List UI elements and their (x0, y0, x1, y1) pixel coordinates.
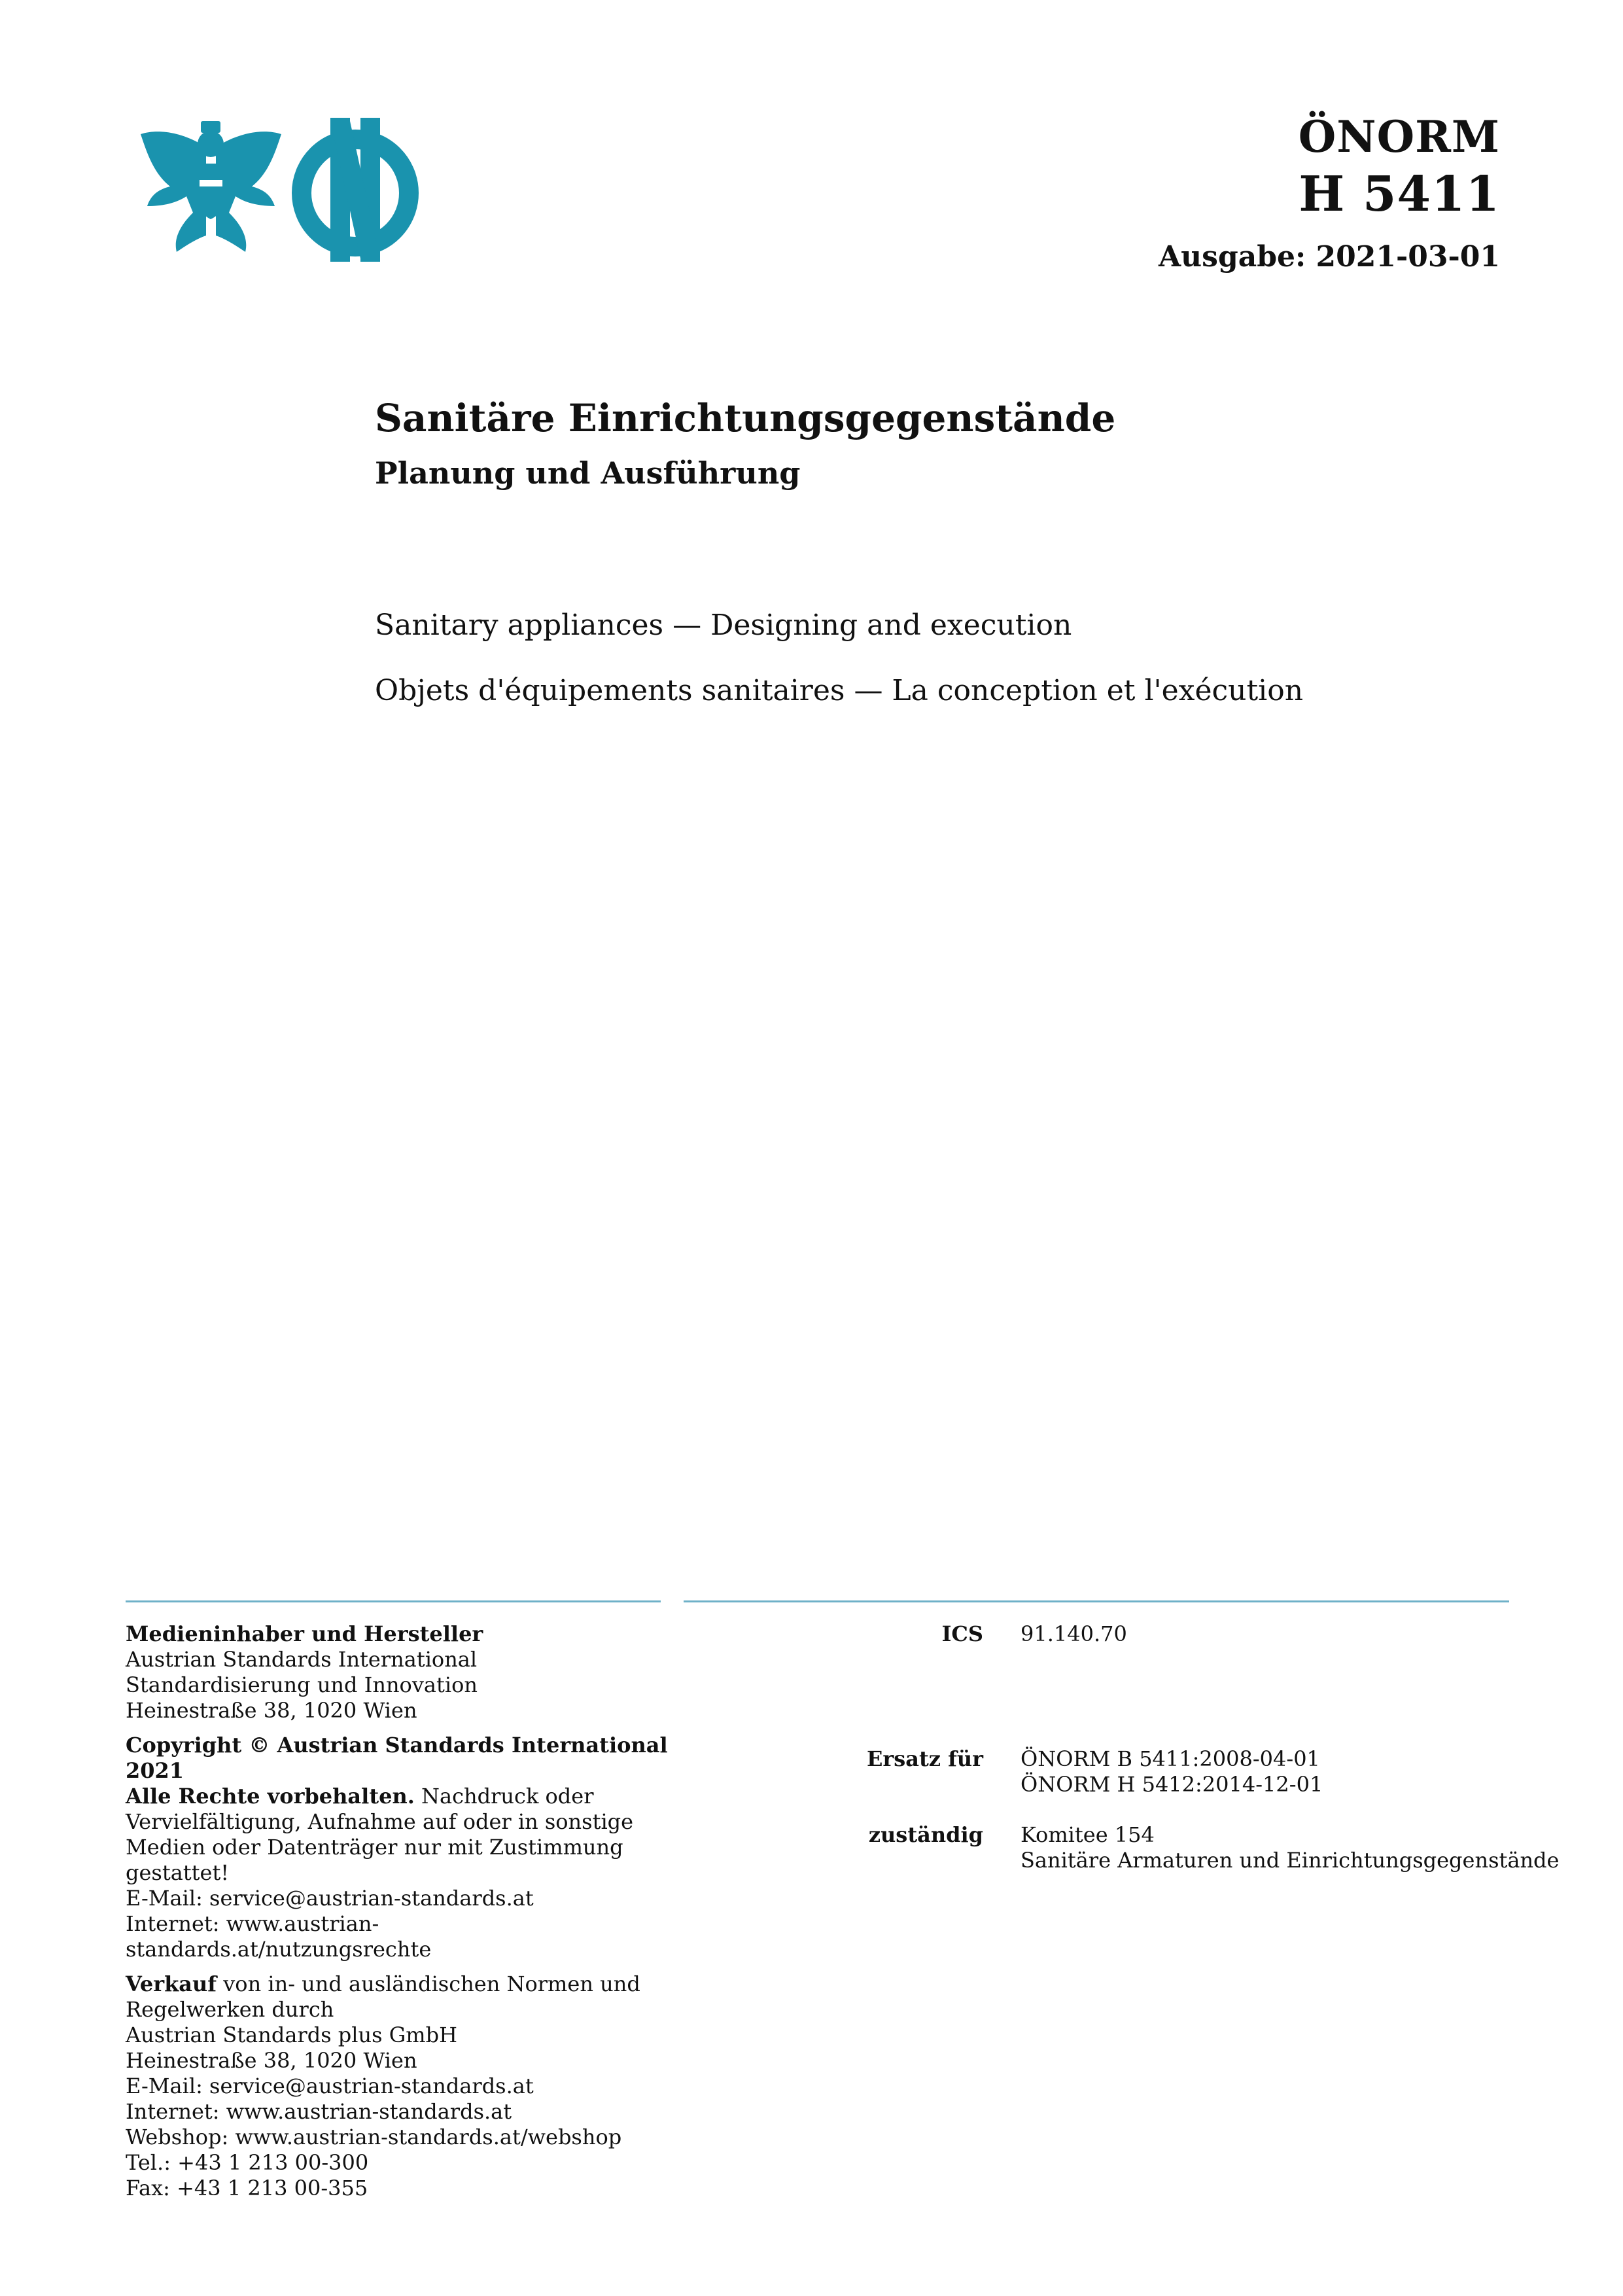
rights-line: Vervielfältigung, Aufnahme auf oder in sonstige (126, 1809, 634, 1834)
french-title: Objets d'équipements sanitaires — La conception et l'exécution (375, 674, 1304, 707)
issue-date: Ausgabe: 2021-03-01 (1159, 240, 1500, 274)
standard-label: ÖNORM (1298, 111, 1500, 162)
committee-value: Komitee 154 (1021, 1822, 1155, 1847)
standard-designation (1159, 111, 1500, 274)
copyright-heading: Copyright © Austrian Standards International 2021 (126, 1733, 668, 1783)
rights-line: gestattet! (126, 1860, 230, 1885)
sales-line: Webshop: www.austrian-standards.at/webshop (126, 2125, 622, 2149)
replaces-value: ÖNORM H 5412:2014-12-01 (1021, 1772, 1323, 1797)
rights-bold: Alle Rechte vorbehalten. (126, 1784, 415, 1809)
rights-text: Nachdruck oder (421, 1784, 594, 1809)
sales-line: Tel.: +43 1 213 00-300 (126, 2150, 369, 2175)
shield-stripe (200, 180, 222, 186)
owner-line: Standardisierung und Innovation (126, 1672, 478, 1697)
sales-bold: Verkauf (126, 1971, 217, 1996)
replaces-value: ÖNORM B 5411:2008-04-01 (1021, 1746, 1320, 1771)
owner-line: Heinestraße 38, 1020 Wien (126, 1698, 417, 1723)
sales-line: Heinestraße 38, 1020 Wien (126, 2048, 417, 2073)
copyright-block (126, 1733, 669, 1962)
replaces-label: Ersatz für (867, 1746, 983, 1771)
rights-line: Internet: www.austrian-standards.at/nutzungsrechte (126, 1911, 432, 1962)
austrian-eagle-logo-icon (134, 115, 428, 265)
document-title: Sanitäre Einrichtungsgegenstände (375, 396, 1116, 440)
english-title: Sanitary appliances — Designing and execution (375, 609, 1072, 642)
replaces-values (1021, 1746, 1323, 1797)
document-subtitle: Planung und Ausführung (375, 455, 801, 491)
sales-text: von in- und ausländischen Normen und (223, 1971, 640, 1996)
committee-label: zuständig (868, 1822, 983, 1847)
sales-line: E-Mail: service@austrian-standards.at (126, 2074, 534, 2098)
on-logo-icon (302, 118, 409, 262)
sales-line: Regelwerken durch (126, 1997, 334, 2022)
rights-line: E-Mail: service@austrian-standards.at (126, 1886, 534, 1911)
rights-line: Medien oder Datenträger nur mit Zustimmung (126, 1835, 623, 1860)
sales-line: Austrian Standards plus GmbH (126, 2022, 458, 2047)
owner-line: Austrian Standards International (126, 1647, 478, 1672)
logo-group (134, 115, 428, 265)
owner-block (126, 1621, 669, 1723)
committee-value: Sanitäre Armaturen und Einrichtungsgegenstände (1021, 1848, 1560, 1873)
sales-line: Fax: +43 1 213 00-355 (126, 2176, 368, 2200)
owner-heading: Medieninhaber und Hersteller (126, 1621, 483, 1646)
sales-line: Internet: www.austrian-standards.at (126, 2099, 512, 2124)
publisher-info (126, 1621, 669, 2210)
standard-number: H 5411 (1299, 166, 1500, 223)
ics-label: ICS (941, 1621, 983, 1646)
committee-values (1021, 1822, 1559, 1873)
footer-divider-right (684, 1600, 1509, 1602)
ics-value: 91.140.70 (1021, 1621, 1127, 1646)
sales-block (126, 1971, 669, 2201)
footer-divider-left (126, 1600, 661, 1602)
